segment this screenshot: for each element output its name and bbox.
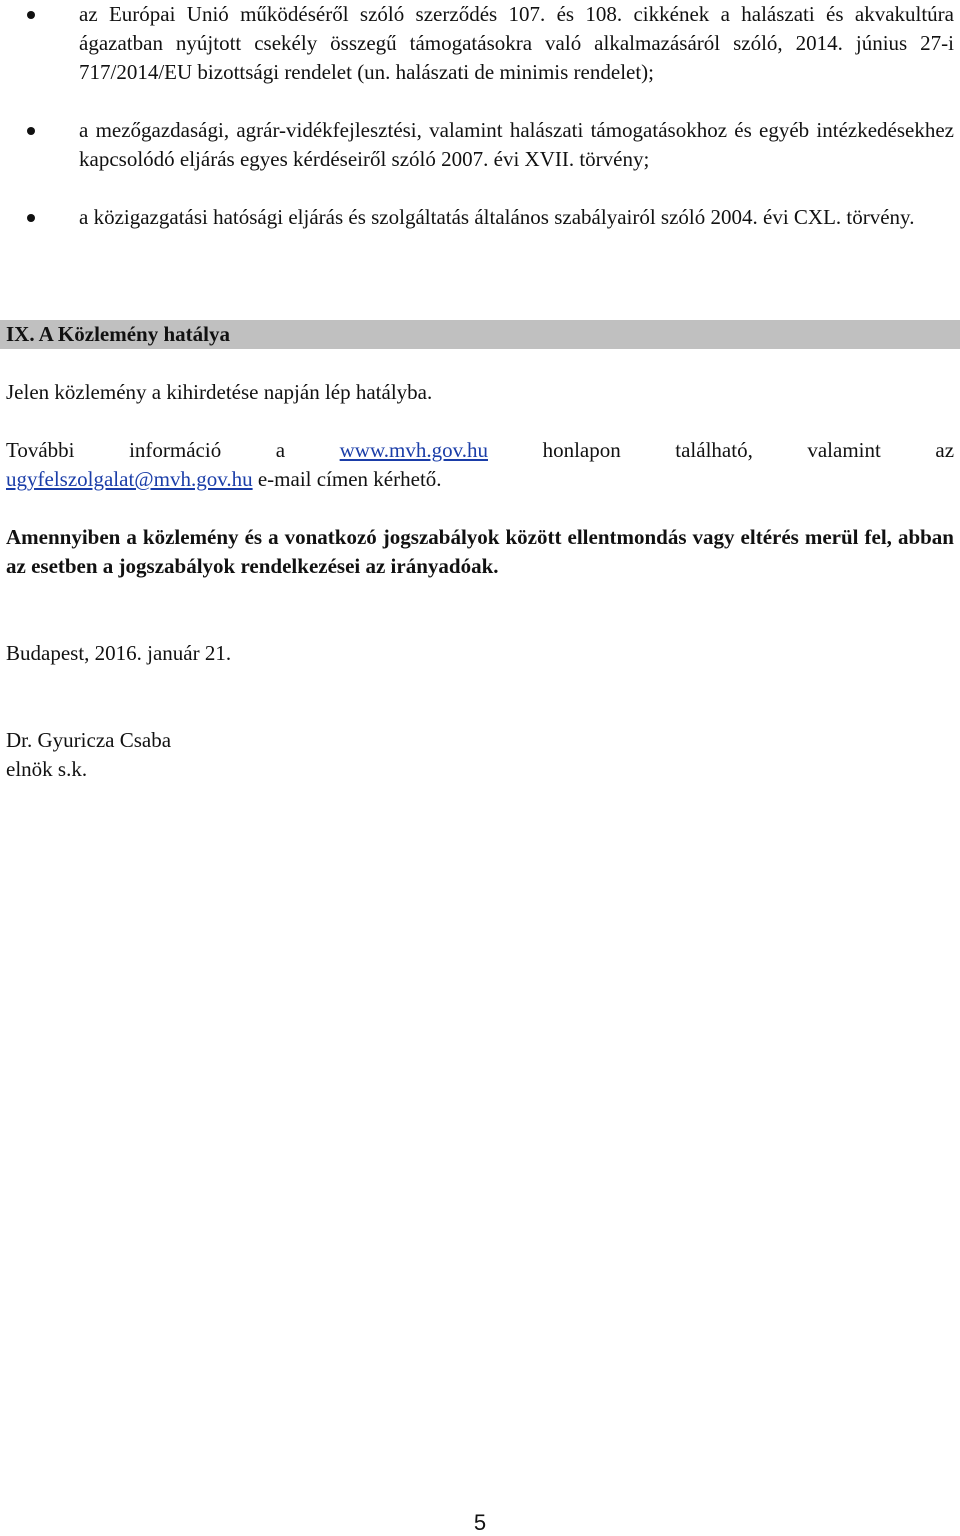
page-number: 5 — [473, 1510, 487, 1535]
list-item — [0, 203, 960, 232]
info-middle: honlapon található, valamint az — [542, 438, 955, 462]
email-link[interactable]: ugyfelszolgalat@mvh.gov.hu — [6, 467, 253, 491]
info-paragraph-line-1 — [6, 436, 954, 465]
list-item — [0, 0, 960, 87]
list-item-text: az Európai Unió működéséről szóló szerződés 107. és 108. cikkének a halászati és akvakultúra ágazatban nyújtott csekély összegű támogatásokra való alkalmazásáról szóló, 2014. június 27-i 717/2014/EU bizottsági rendelet (un. halászati de minimis rendelet); — [79, 2, 954, 84]
info-prefix: További információ a — [6, 438, 286, 462]
effective-date-paragraph: Jelen közlemény a kihirdetése napján lép hatályba. — [6, 380, 433, 404]
website-link[interactable]: www.mvh.gov.hu — [339, 438, 488, 462]
list-item-text: a mezőgazdasági, agrár-vidékfejlesztési, valamint halászati támogatásokhoz és egyéb intézkedésekhez kapcsolódó eljárás egyes kérdéseiről szóló 2007. évi XVII. törvény; — [79, 118, 954, 171]
info-paragraph-line-2 — [6, 465, 954, 494]
list-item-text: a közigazgatási hatósági eljárás és szolgáltatás általános szabályairól szóló 2004. évi CXL. törvény. — [79, 205, 915, 229]
info-suffix: e-mail címen kérhető. — [257, 467, 442, 491]
signatory-title: elnök s.k. — [6, 757, 88, 781]
place-date: Budapest, 2016. január 21. — [6, 641, 232, 665]
bullet-icon — [27, 127, 35, 135]
section-heading: IX. A Közlemény hatálya — [0, 320, 960, 349]
signatory-name: Dr. Gyuricza Csaba — [6, 728, 172, 752]
bullet-icon — [27, 214, 35, 222]
legal-references-list — [0, 0, 960, 261]
list-item — [0, 116, 960, 174]
bullet-icon — [27, 11, 35, 19]
disclaimer-paragraph: Amennyiben a közlemény és a vonatkozó jogszabályok között ellentmondás vagy eltérés merül fel, abban az esetben a jogszabályok rendelkezései az irányadóak. — [6, 525, 954, 578]
